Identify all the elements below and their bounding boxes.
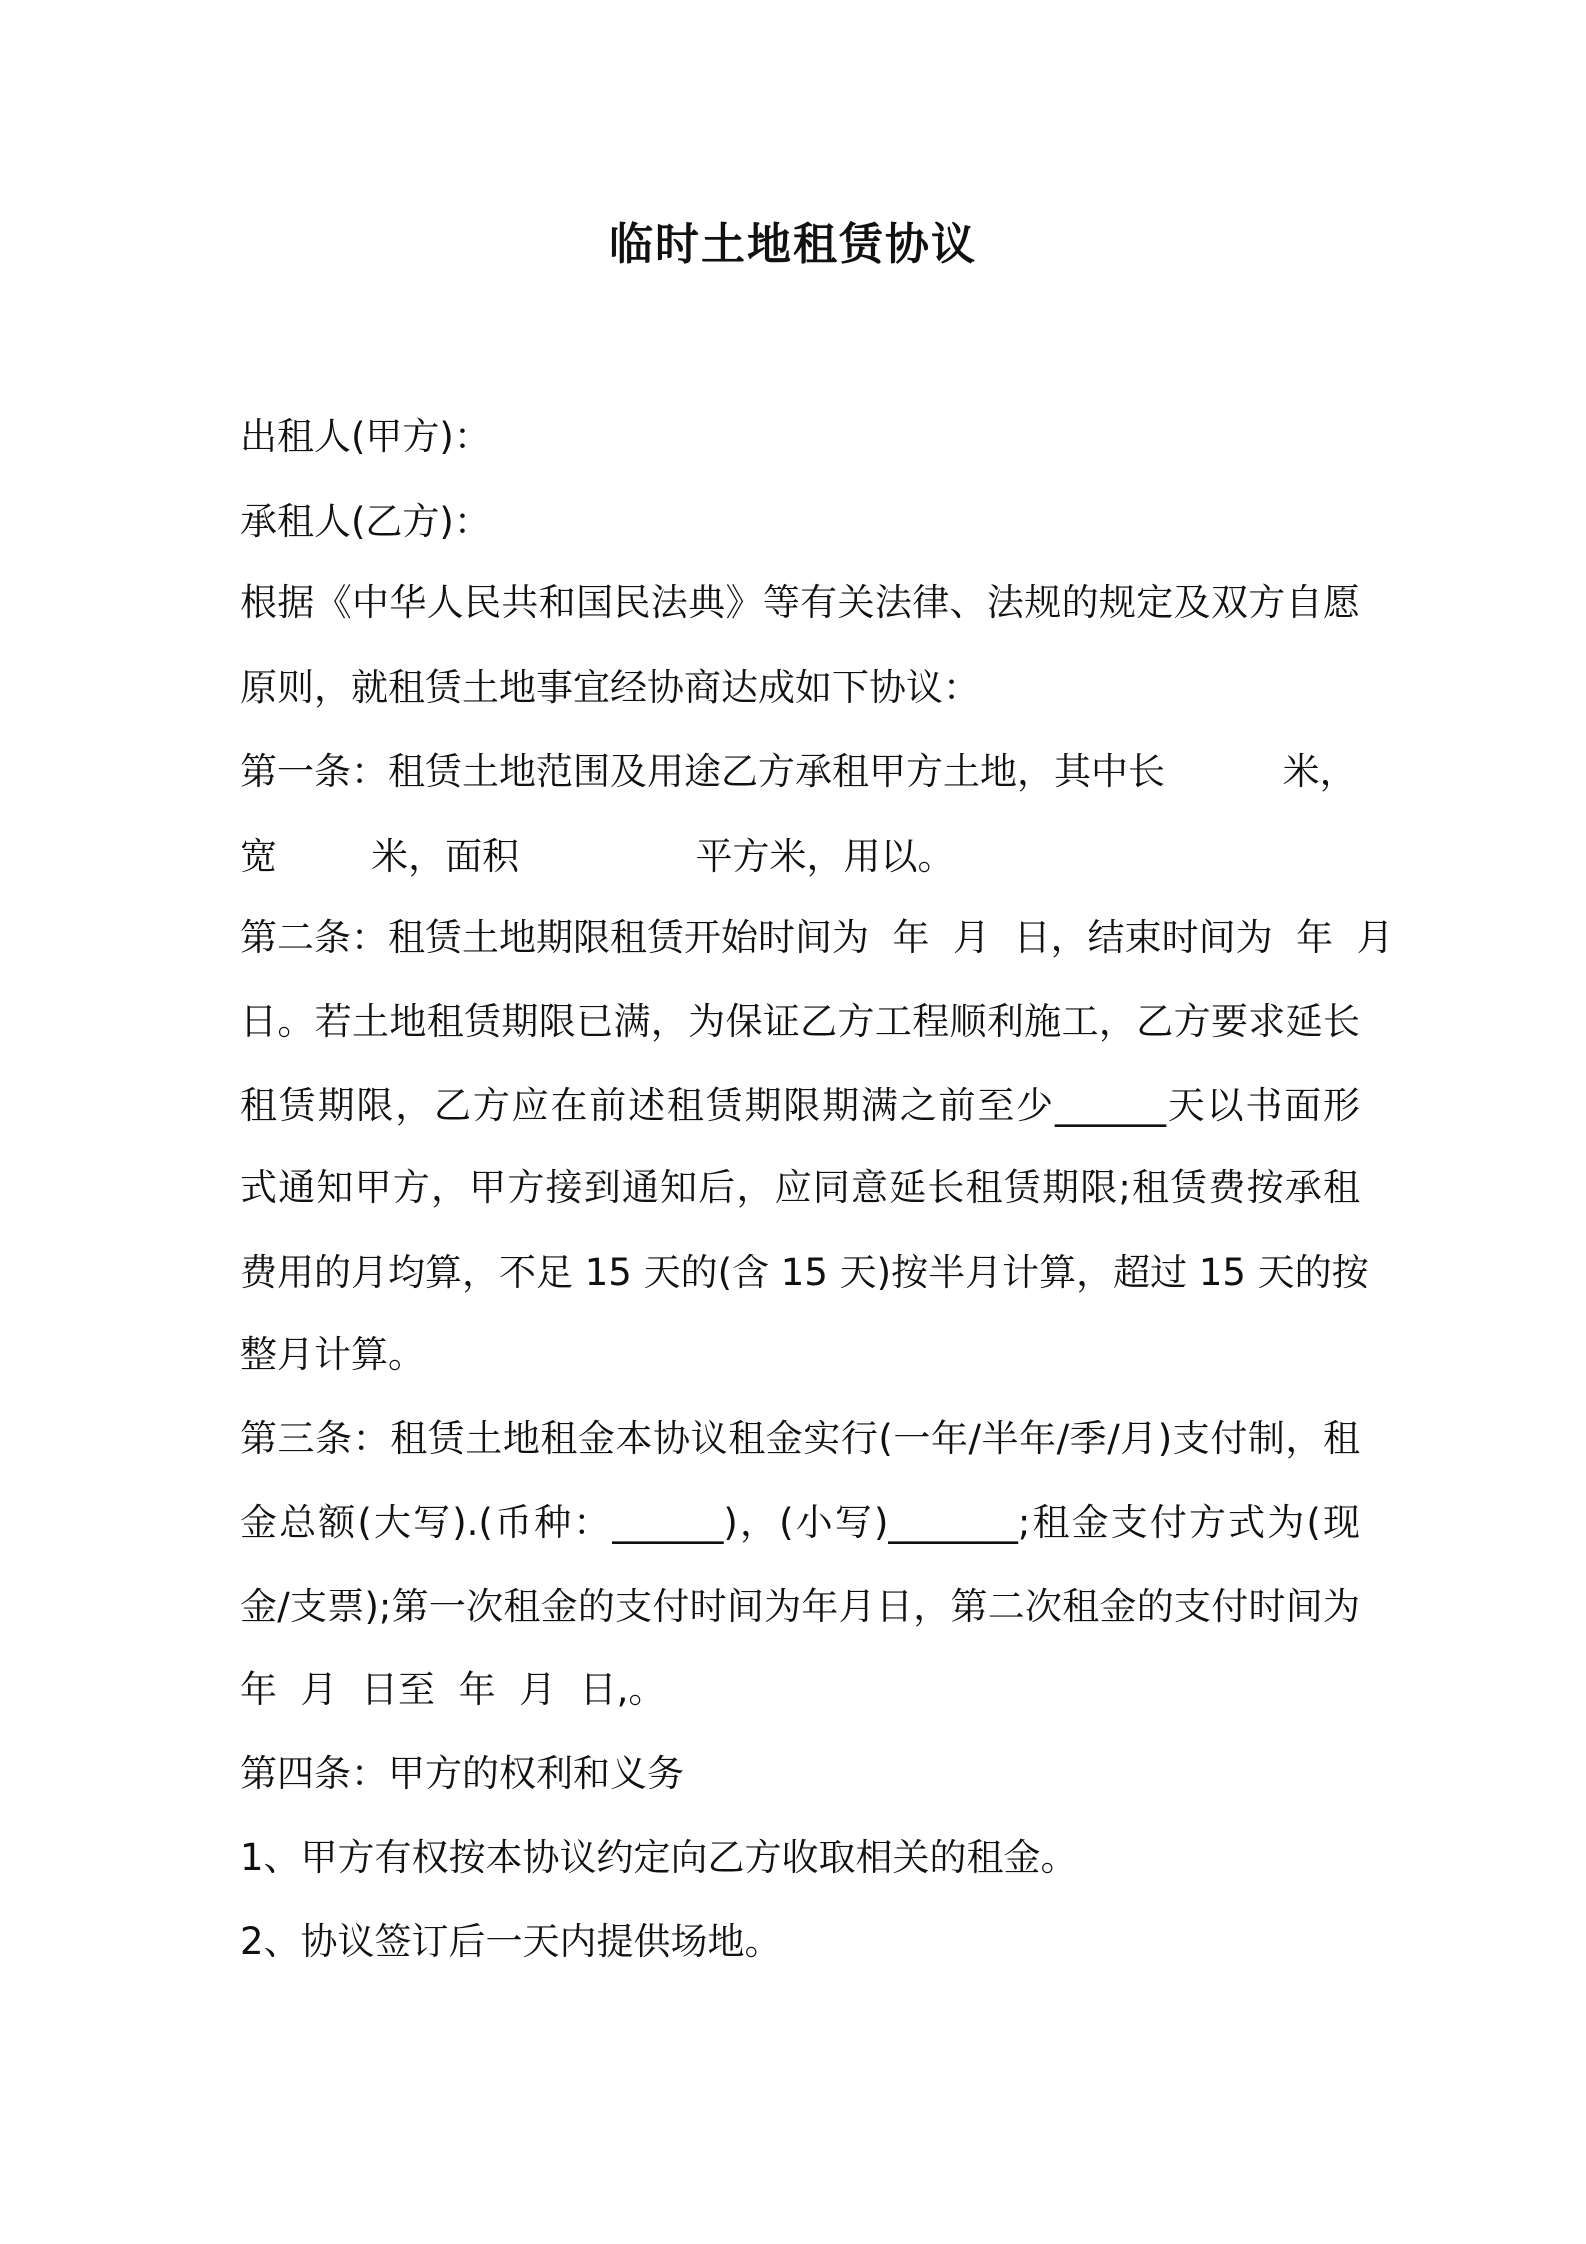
article-3-line: 第三条：租赁土地租金本协议租金实行(一年/半年/季/月)支付制，租: [240, 1417, 1360, 1460]
article-2-line: 式通知甲方，甲方接到通知后，应同意延长租赁期限;租赁费按承租: [240, 1166, 1360, 1209]
lessor-line: 出租人(甲方)：: [240, 415, 491, 458]
article-2-line: 日。若土地租赁期限已满，为保证乙方工程顺利施工，乙方要求延长: [240, 1000, 1360, 1043]
article-2-line: 整月计算。: [240, 1333, 425, 1376]
article-4-item: 1、甲方有权按本协议约定向乙方收取相关的租金。: [240, 1836, 1078, 1879]
article-1-line: 第一条：租赁土地范围及用途乙方承租甲方土地，其中长 米，: [240, 750, 1357, 793]
preamble-line: 根据《中华人民共和国民法典》等有关法律、法规的规定及双方自愿: [240, 581, 1360, 624]
article-3-line: 年 月 日至 年 月 日,。: [240, 1668, 666, 1711]
article-4-heading: 第四条：甲方的权利和义务: [240, 1752, 684, 1795]
article-1-line: 宽 米，面积 平方米，用以。: [240, 835, 955, 878]
article-3-line: 金/支票);第一次租金的支付时间为年月日，第二次租金的支付时间为: [240, 1585, 1360, 1628]
article-4-item: 2、协议签订后一天内提供场地。: [240, 1920, 782, 1963]
preamble-line: 原则，就租赁土地事宜经协商达成如下协议：: [240, 666, 980, 709]
article-3-line: 金总额(大写).(币种：______)，(小写)_______;租金支付方式为(现: [240, 1501, 1360, 1544]
lessee-line: 承租人(乙方)：: [240, 500, 491, 543]
article-2-line: 费用的月均算，不足 15 天的(含 15 天)按半月计算，超过 15 天的按: [240, 1251, 1369, 1294]
article-2-line: 租赁期限，乙方应在前述租赁期限期满之前至少______天以书面形: [240, 1084, 1360, 1127]
document-title: 临时土地租赁协议: [609, 219, 977, 270]
article-2-line: 第二条：租赁土地期限租赁开始时间为 年 月 日，结束时间为 年 月: [240, 916, 1394, 959]
